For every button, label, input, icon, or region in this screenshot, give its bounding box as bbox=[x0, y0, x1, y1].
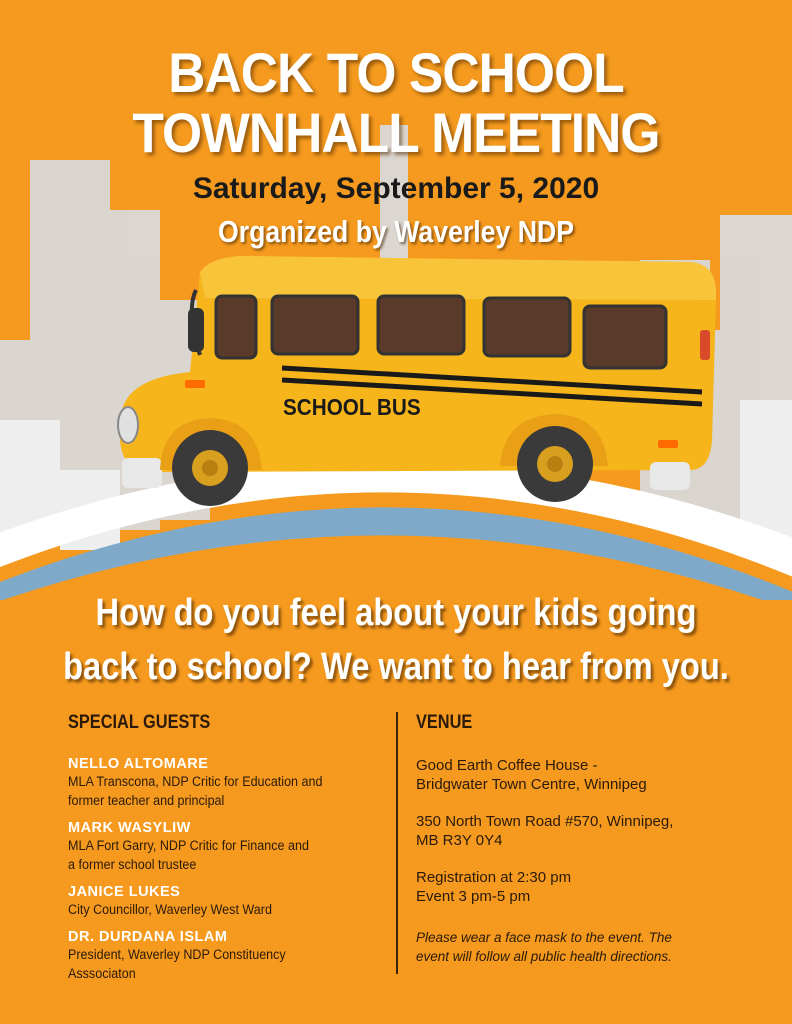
venue-section bbox=[416, 712, 746, 966]
guest-name: MARK WASYLIW bbox=[68, 820, 191, 836]
guest-desc: City Councillor, Waverley West Ward bbox=[68, 902, 272, 917]
venue-place-line-1: Good Earth Coffee House - bbox=[416, 757, 598, 774]
school-bus-icon bbox=[118, 256, 716, 506]
question-line-2: back to school? We want to hear from you. bbox=[63, 646, 729, 688]
venue-address-line-1: 350 North Town Road #570, Winnipeg, bbox=[416, 813, 674, 830]
venue-address-line-2: MB R3Y 0Y4 bbox=[416, 832, 503, 849]
venue-heading: VENUE bbox=[416, 712, 473, 733]
guest-desc: a former school trustee bbox=[68, 857, 197, 872]
venue-address bbox=[416, 812, 746, 850]
guest-desc: MLA Transcona, NDP Critic for Education and bbox=[68, 774, 323, 789]
health-note-line-2: event will follow all public health directions. bbox=[416, 949, 672, 964]
registration-time: Registration at 2:30 pm bbox=[416, 869, 572, 886]
venue-times bbox=[416, 868, 746, 906]
question-line-1: How do you feel about your kids going bbox=[95, 592, 697, 634]
health-note bbox=[416, 928, 746, 966]
title-line-1: BACK TO SCHOOL bbox=[168, 41, 624, 104]
title-line-2: TOWNHALL MEETING bbox=[132, 101, 660, 164]
event-date: Saturday, September 5, 2020 bbox=[192, 172, 600, 205]
special-guests-heading: SPECIAL GUESTS bbox=[68, 712, 211, 733]
guest-desc: President, Waverley NDP Constituency bbox=[68, 947, 286, 962]
guest-desc: Asssociaton bbox=[68, 966, 136, 981]
guest-name: NELLO ALTOMARE bbox=[68, 756, 209, 772]
venue-place-line-2: Bridgwater Town Centre, Winnipeg bbox=[416, 776, 647, 793]
special-guests-section bbox=[68, 712, 378, 983]
organizer: Organized by Waverley NDP bbox=[217, 214, 575, 249]
event-time: Event 3 pm-5 pm bbox=[416, 888, 531, 905]
guest-desc: MLA Fort Garry, NDP Critic for Finance and bbox=[68, 838, 309, 853]
health-note-line-1: Please wear a face mask to the event. The bbox=[416, 930, 672, 945]
guest-name: JANICE LUKES bbox=[68, 884, 181, 900]
column-divider bbox=[396, 712, 398, 974]
bus-label: SCHOOL BUS bbox=[283, 394, 421, 420]
venue-place bbox=[416, 756, 746, 794]
guest-desc: former teacher and principal bbox=[68, 793, 225, 808]
guest-name: DR. DURDANA ISLAM bbox=[68, 929, 228, 945]
